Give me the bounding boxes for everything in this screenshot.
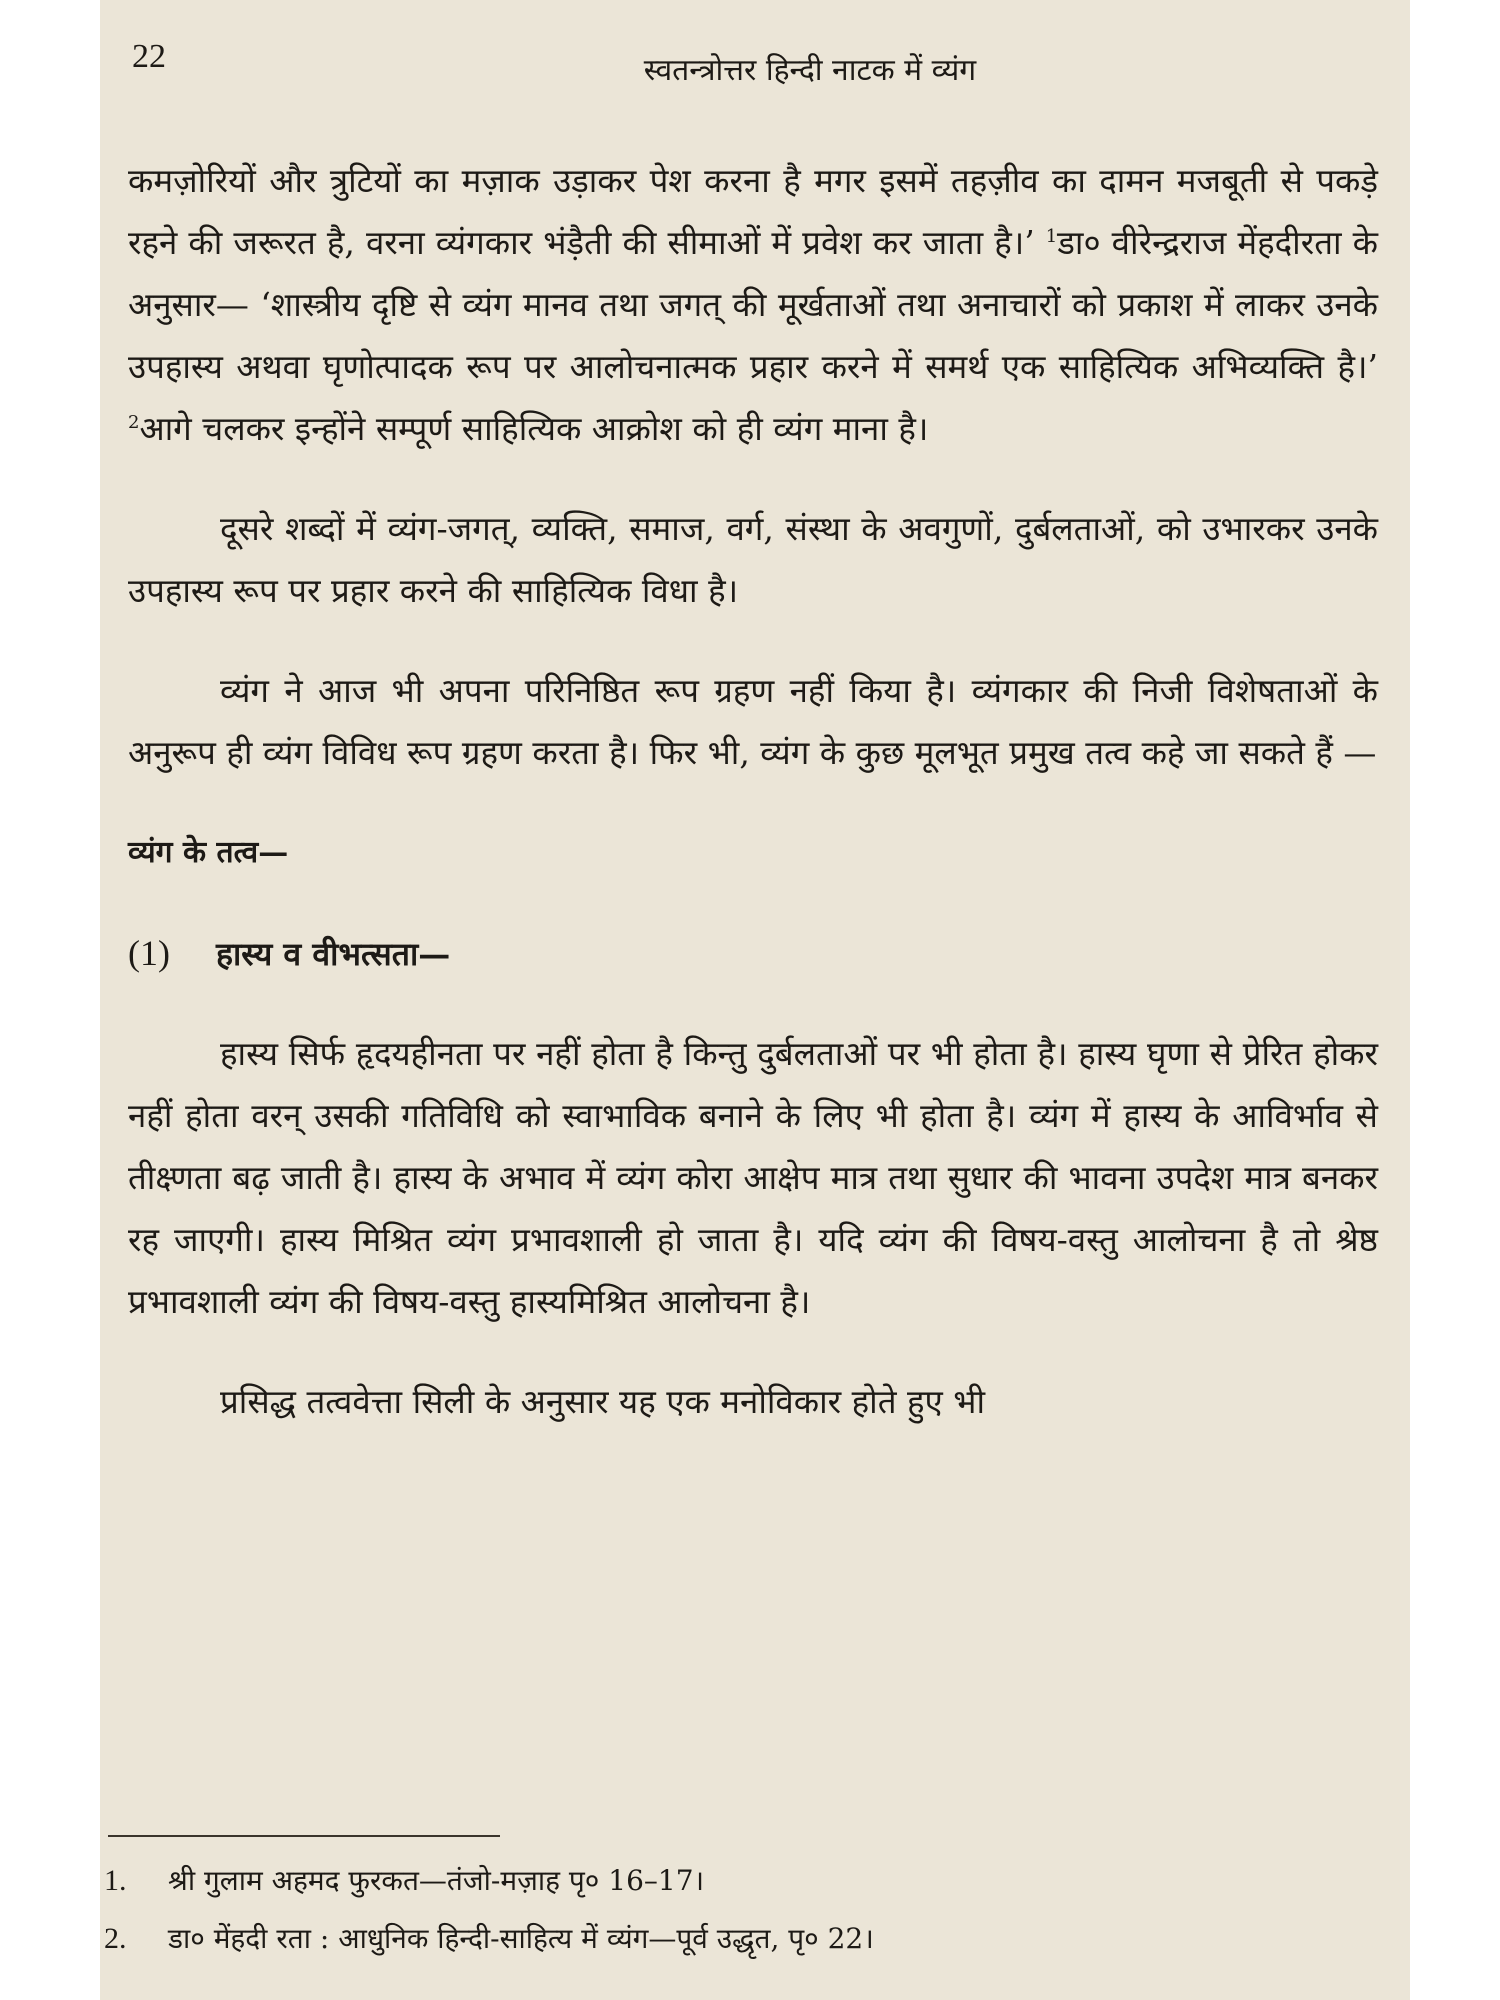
running-title: स्वतन्त्रोत्तर हिन्दी नाटक में व्यंग xyxy=(643,53,977,88)
book-page xyxy=(100,0,1410,2000)
paragraph-3: व्यंग ने आज भी अपना परिनिष्ठित रूप ग्रहण नहीं किया है। व्यंगकार की निजी विशेषताओं के अनुरूप ही व्यंग विविध रूप ग्रहण करता है। फिर भी, व्यंग के कुछ मूलभूत प्रमुख तत्व कहे जा सकते हैं — xyxy=(128,671,1378,772)
subsection-number: (1) xyxy=(128,933,170,973)
subsection-title: हास्य व वीभत्सता— xyxy=(216,935,451,973)
page-number: 22 xyxy=(132,38,166,75)
footnote-ref-2: 2 xyxy=(128,412,140,433)
paragraph-2: दूसरे शब्दों में व्यंग-जगत्, व्यक्ति, समाज, वर्ग, संस्था के अवगुणों, दुर्बलताओं, को उभारकर उनके उपहास्य रूप पर प्रहार करने की साहित्यिक विधा है। xyxy=(128,509,1378,610)
paragraph-1-part-a: कमज़ोरियों और त्रुटियों का मज़ाक उड़ाकर पेश करना है मगर इसमें तहज़ीव का दामन मजबूती से पकड़े रहने की जरूरत है, वरना व्यंगकार भंड़ैती की सीमाओं में प्रवेश कर जाता है।’ xyxy=(128,161,1378,262)
paragraph-4: हास्य सिर्फ हृदयहीनता पर नहीं होता है किन्तु दुर्बलताओं पर भी होता है। हास्य घृणा से प्रेरित होकर नहीं होता वरन् उसकी गतिविधि को स्वाभाविक बनाने के लिए भी होता है। व्यंग में हास्य के आविर्भाव से तीक्ष्णता बढ़ जाती है। हास्य के अभाव में व्यंग कोरा आक्षेप मात्र तथा सुधार की भावना उपदेश मात्र बनकर रह जाएगी। हास्य मिश्रित व्यंग प्रभावशाली हो जाता है। यदि व्यंग की विषय-वस्तु आलोचना है तो श्रेष्ठ प्रभावशाली व्यंग की विषय-वस्तु हास्यमिश्रित आलोचना है। xyxy=(128,1034,1378,1321)
footnote-2 xyxy=(104,1910,1384,1968)
section-heading: व्यंग के तत्व— xyxy=(128,835,289,870)
footnote-number: 2. xyxy=(104,1922,127,1955)
subsection-heading xyxy=(128,922,1378,985)
footnote-divider xyxy=(108,1835,500,1837)
footnote-text: श्री गुलाम अहमद फुरकत—तंजो-मज़ाह पृ० 16–17। xyxy=(168,1864,705,1897)
body-text xyxy=(128,150,1378,1433)
paragraph-1 xyxy=(128,150,1378,460)
footnote-ref-1: 1 xyxy=(1045,226,1058,247)
footnote-1 xyxy=(104,1852,1384,1910)
paragraph-5: प्रसिद्ध तत्ववेत्ता सिली के अनुसार यह एक मनोविकार होते हुए भी xyxy=(220,1382,986,1421)
paragraph-1-part-c: आगे चलकर इन्होंने सम्पूर्ण साहित्यिक आक्रोश को ही व्यंग माना है। xyxy=(139,409,929,448)
paragraph-1-part-b: डा० वीरेन्द्रराज मेंहदीरता के अनुसार— ‘शास्त्रीय दृष्टि से व्यंग मानव तथा जगत् की मूर्खताओं तथा अनाचारों को प्रकाश में लाकर उनके उपहास्य अथवा घृणोत्पादक रूप पर आलोचनात्मक प्रहार करने में समर्थ एक साहित्यिक अभिव्यक्ति है।’ xyxy=(128,223,1378,386)
footnotes xyxy=(104,1852,1384,1968)
footnote-text: डा० मेंहदी रता : आधुनिक हिन्दी-साहित्य में व्यंग—पूर्व उद्धृत, पृ० 22। xyxy=(168,1922,874,1955)
footnote-number: 1. xyxy=(104,1864,127,1897)
